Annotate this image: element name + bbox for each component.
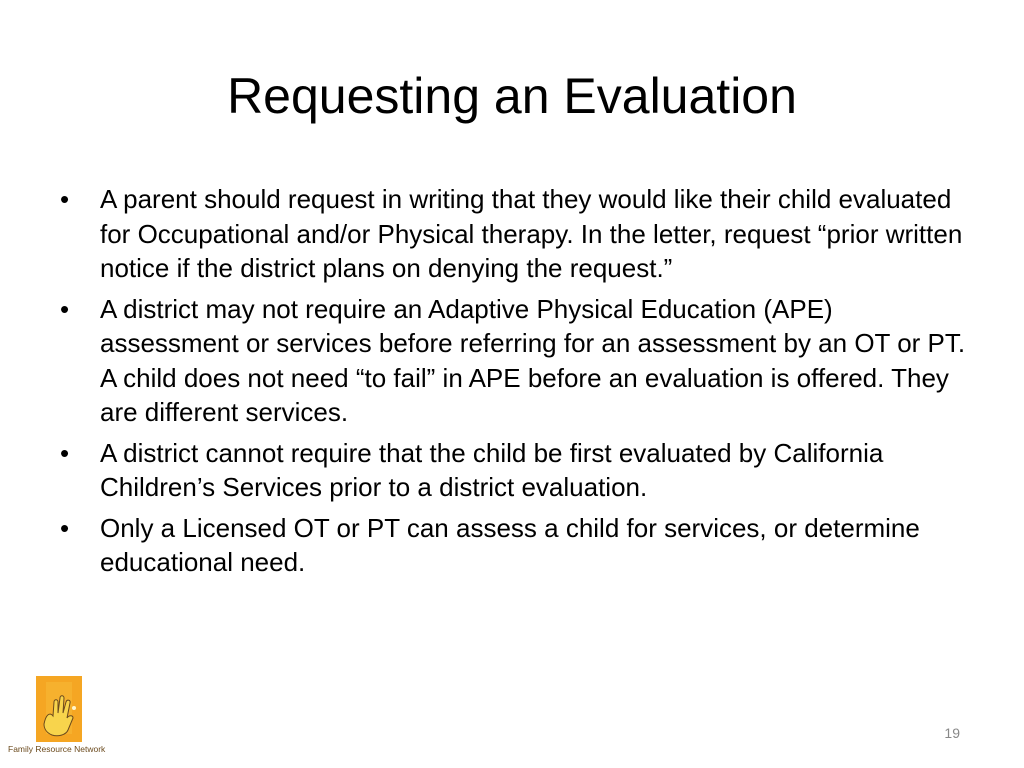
bullet-item xyxy=(56,292,966,430)
slide-title: Requesting an Evaluation xyxy=(227,68,797,124)
logo-text: Family Resource Network xyxy=(8,744,106,754)
page-number: 19 xyxy=(944,725,960,741)
bullet-item xyxy=(56,511,966,580)
bullet-item xyxy=(56,182,966,286)
bullet-marker: • xyxy=(60,437,70,468)
bullet-marker: • xyxy=(60,184,70,214)
bullet-marker: • xyxy=(60,293,70,324)
bullet-text: A district may not require an Adaptive Physical Education (APE) assessment or services before referring for an assessment by an OT or PT. A child does not need “to fail” in APE before an evaluation is offered. They are different services. xyxy=(100,293,966,427)
hands-logo-icon xyxy=(36,676,82,742)
bullet-text: A parent should request in writing that they would like their child evaluated for Occupational and/or Physical therapy. In the letter, request “prior written notice if the district plans on denying the request.” xyxy=(100,184,963,283)
bullet-marker: • xyxy=(60,512,70,543)
family-resource-network-logo xyxy=(8,676,108,760)
bullet-text: Only a Licensed OT or PT can assess a child for services, or determine educational need. xyxy=(100,512,920,577)
bullet-item xyxy=(56,436,966,505)
bullet-text: A district cannot require that the child be first evaluated by California Children’s Services prior to a district evaluation. xyxy=(100,437,884,502)
bullet-list xyxy=(56,182,966,586)
